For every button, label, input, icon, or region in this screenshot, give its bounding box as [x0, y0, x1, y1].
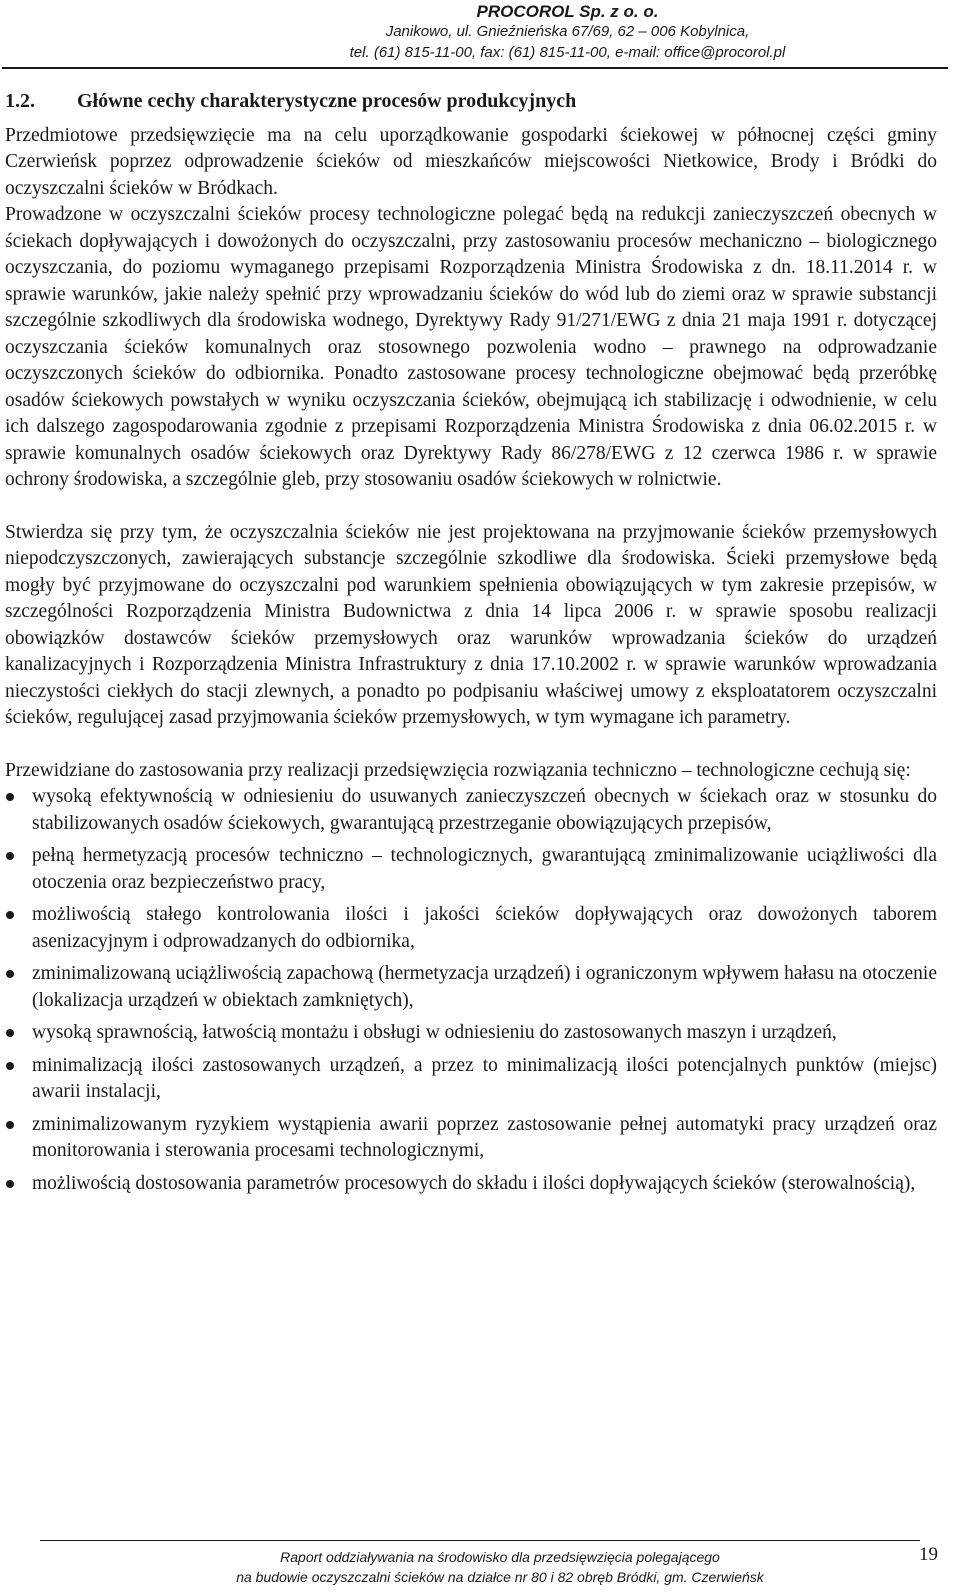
- paragraph-processes: Prowadzone w oczyszczalni ścieków procesy technologiczne polegać będą na redukcji zanieczyszczeń obecnych w ściekach dopływających i dowożonych do oczyszczalni, przy zastosowaniu procesów mechaniczno – biologicznego oczyszczania, do poziomu wymaganego przepisami Rozporządzenia Ministra Środowiska z dn. 18.11.2014 r. w sprawie warunków, jakie należy spełnić przy wprowadzaniu ścieków do wód lub do ziemi oraz w sprawie substancji szczególnie szkodliwych dla środowiska wodnego, Dyrektywy Rady 91/271/EWG z dnia 21 maja 1991 r. dotyczącej oczyszczania ścieków komunalnych oraz stosownego pozwolenia wodno – prawnego na odprowadzanie oczyszczonych ścieków do odbiornika. Ponadto zastosowane procesy technologiczne obejmować będą przeróbkę osadów ściekowych powstałych w wyniku oczyszczania ścieków, obejmującą ich stabilizację i odwodnienie, w celu ich dalszego zagospodarowania zgodnie z przepisami Rozporządzenia Ministra Środowiska z dnia 06.02.2015 r. w sprawie komunalnych osadów ściekowych oraz Dyrektywy Rady 86/278/EWG z 12 czerwca 1986 r. w sprawie ochrony środowiska, a szczególnie gleb, przy stosowaniu osadów ściekowych w rolnictwie.: [5, 204, 937, 490]
- paragraph-gap: [5, 732, 937, 758]
- list-item: [5, 1020, 937, 1047]
- list-item: [5, 961, 937, 1014]
- footer-report-title: Raport oddziaływania na środowisko dla przedsięwzięcia polegającego: [280, 1549, 720, 1565]
- list-item: [5, 1171, 937, 1198]
- section-heading: [5, 88, 937, 115]
- list-item: [5, 1053, 937, 1106]
- bullet-icon: [6, 1062, 14, 1070]
- list-item-text: zminimalizowaną uciążliwością zapachową (hermetyzacja urządzeń) i ograniczonym wpływem hałasu na otoczenie (lokalizacja urządzeń w obiektach zamkniętych),: [32, 963, 937, 1011]
- page-header: [0, 0, 960, 68]
- paragraph-industrial-wastewater: Stwierdza się przy tym, że oczyszczalnia ścieków nie jest projektowana na przyjmowanie ścieków przemysłowych niepodczyszczonych, zawierających substancje szczególnie szkodliwe dla środowiska. Ścieki przemysłowe będą mogły być przyjmowane do oczyszczalni pod warunkiem spełnienia obowiązujących w tym zakresie przepisów, w szczególności Rozporządzenia Ministra Budownictwa z dnia 14 lipca 2006 r. w sprawie sposobu realizacji obowiązków dostawców ścieków przemysłowych oraz warunków wprowadzania ścieków do urządzeń kanalizacyjnych i Rozporządzenia Ministra Infrastruktury z dnia 17.10.2002 r. w sprawie warunków wprowadzania nieczystości ciekłych do stacji zlewnych, a ponadto po podpisaniu właściwej umowy z eksploatatorem oczyszczalni ścieków, regulującej zasad przyjmowania ścieków przemysłowych, w tym wymagane ich parametry.: [5, 521, 937, 728]
- list-item: [5, 1112, 937, 1165]
- list-item-text: możliwością stałego kontrolowania ilości i jakości ścieków dopływających oraz dowożonych taborem asenizacyjnym i odprowadzanych do odbiornika,: [32, 904, 937, 952]
- header-address: Janikowo, ul. Gnieźnieńska 67/69, 62 – 006 Kobylnica,: [385, 23, 750, 40]
- page-number: 19: [919, 1544, 938, 1565]
- bullet-icon: [6, 1029, 14, 1037]
- list-item-text: wysoką sprawnością, łatwością montażu i obsługi w odniesieniu do zastosowanych maszyn i urządzeń,: [32, 1022, 837, 1043]
- bullet-icon: [6, 793, 14, 801]
- paragraph-intro: Przedmiotowe przedsięwzięcie ma na celu uporządkowanie gospodarki ściekowej w północnej części gminy Czerwieńsk poprzez odprowadzenie ścieków od mieszkańców miejscowości Nietkowice, Brody i Bródki do oczyszczalni ścieków w Bródkach.: [5, 124, 937, 199]
- header-divider: [2, 67, 948, 69]
- features-list: [5, 784, 937, 1197]
- list-item-text: zminimalizowanym ryzykiem wystąpienia awarii poprzez zastosowanie pełnej automatyki pracy urządzeń oraz monitorowania i sterowania procesami technologicznymi,: [32, 1113, 937, 1161]
- list-item-text: minimalizacją ilości zastosowanych urządzeń, a przez to minimalizacją ilości potencjalnych punktów (miejsc) awarii instalacji,: [32, 1054, 937, 1102]
- list-item-text: możliwością dostosowania parametrów procesowych do składu i ilości dopływających ścieków (sterowalnością),: [32, 1172, 916, 1194]
- paragraph-gap: [5, 494, 937, 520]
- bullet-icon: [6, 852, 14, 860]
- page-content: [5, 88, 937, 1203]
- bullet-icon: [6, 1121, 14, 1129]
- bullet-icon: [6, 970, 14, 978]
- footer-report-subtitle: na budowie oczyszczalni ścieków na działce nr 80 i 82 obręb Bródki, gm. Czerwieńsk: [236, 1569, 764, 1585]
- paragraph-solutions-intro: Przewidziane do zastosowania przy realizacji przedsięwzięcia rozwiązania techniczno – technologiczne cechują się:: [5, 759, 911, 781]
- list-item: [5, 843, 937, 896]
- list-item: [5, 784, 937, 837]
- list-item: [5, 902, 937, 955]
- list-item-text: wysoką efektywnością w odniesieniu do usuwanych zanieczyszczeń obecnych w ściekach oraz w stosunku do stabilizowanych osadów ściekowych, gwarantującą przestrzeganie obowiązujących przepisów,: [32, 786, 937, 834]
- header-company-name: PROCOROL Sp. z o. o.: [476, 2, 659, 21]
- list-item-text: pełną hermetyzacją procesów techniczno – technologicznych, gwarantującą zminimalizowanie uciążliwości dla otoczenia oraz bezpieczeństwo pracy,: [32, 845, 937, 893]
- section-number: 1.2.: [5, 90, 35, 112]
- section-title: Główne cechy charakterystyczne procesów produkcyjnych: [77, 90, 577, 112]
- bullet-icon: [6, 911, 14, 919]
- bullet-icon: [6, 1180, 14, 1188]
- header-contact: tel. (61) 815-11-00, fax: (61) 815-11-00, e-mail: office@procorol.pl: [349, 44, 786, 61]
- footer-divider: [40, 1540, 920, 1541]
